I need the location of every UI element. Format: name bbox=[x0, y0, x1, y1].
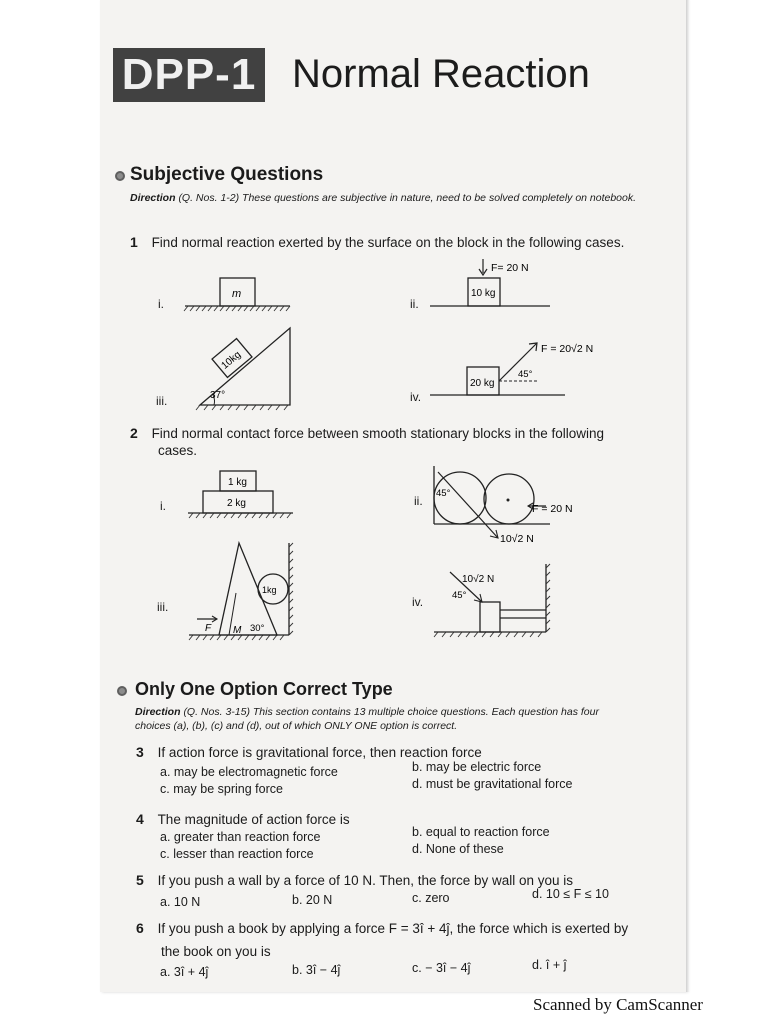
question-4 bbox=[136, 811, 350, 827]
fig-q2iii bbox=[185, 535, 305, 645]
angle-label: 37° bbox=[210, 390, 226, 401]
question-number: 3 bbox=[136, 744, 144, 760]
force-label: F = 20√2 N bbox=[541, 343, 594, 355]
option-a: a. 3î + 4ĵ bbox=[160, 965, 209, 979]
force-label: F bbox=[205, 623, 212, 634]
hatch bbox=[189, 513, 291, 518]
fig-q1iv bbox=[425, 335, 615, 405]
section2-direction bbox=[135, 705, 599, 719]
block bbox=[480, 602, 500, 632]
inclined-block bbox=[212, 339, 252, 378]
hatch bbox=[196, 405, 288, 410]
part-label: i. bbox=[160, 499, 166, 513]
part-label: ii. bbox=[410, 297, 419, 311]
angle-label: 45° bbox=[436, 488, 451, 499]
fig-q2ii bbox=[428, 462, 603, 547]
question-1 bbox=[130, 234, 624, 250]
direction-label: Direction bbox=[130, 192, 176, 204]
option-b: b. 20 N bbox=[292, 893, 333, 907]
option-a: a. greater than reaction force bbox=[160, 830, 321, 844]
part-label: i. bbox=[158, 297, 164, 311]
question-text: The magnitude of action force is bbox=[157, 812, 350, 827]
camscanner-watermark: Scanned by CamScanner bbox=[533, 995, 703, 1014]
section-bullet-icon bbox=[117, 686, 127, 696]
part-label: iii. bbox=[157, 600, 169, 614]
option-c: c. zero bbox=[412, 891, 450, 905]
question-text: If you push a wall by a force of 10 N. Then, the force by wall on you is bbox=[157, 873, 574, 888]
question-2-line2: cases. bbox=[158, 443, 198, 458]
option-a: a. may be electromagnetic force bbox=[160, 765, 338, 779]
force-label: 10√2 N bbox=[462, 574, 495, 585]
mass-label: 10kg bbox=[219, 349, 244, 372]
top-block-label: 1 kg bbox=[228, 477, 247, 488]
fig-q1iii bbox=[180, 320, 310, 415]
part-label: ii. bbox=[414, 494, 423, 508]
section-heading-subjective: Subjective Questions bbox=[130, 164, 324, 185]
option-b: b. 3î − 4ĵ bbox=[292, 963, 341, 977]
hatch bbox=[434, 632, 542, 637]
center-dot bbox=[507, 499, 510, 502]
section-bullet-icon bbox=[115, 171, 125, 181]
question-3 bbox=[136, 744, 482, 760]
dpp-badge: DPP-1 bbox=[113, 48, 265, 102]
fig-q1ii bbox=[425, 256, 575, 316]
question-number: 4 bbox=[136, 811, 144, 827]
fig-q2iv bbox=[430, 560, 565, 640]
direction-text: (Q. Nos. 3-15) This section contains 13 multiple choice questions. Each question has four bbox=[183, 706, 599, 718]
option-b: b. equal to reaction force bbox=[412, 825, 550, 839]
angle-label: 45° bbox=[452, 590, 467, 601]
option-c: c. − 3î − 4ĵ bbox=[412, 961, 471, 975]
force-label: 10√2 N bbox=[500, 533, 534, 545]
force-label: F = 20 N bbox=[532, 503, 573, 515]
question-number: 5 bbox=[136, 872, 144, 888]
hatch bbox=[184, 306, 290, 311]
option-a: a. 10 N bbox=[160, 895, 201, 909]
page-title: Normal Reaction bbox=[292, 52, 590, 96]
question-6 bbox=[136, 920, 628, 936]
option-d: d. î + ĵ bbox=[532, 958, 567, 972]
question-text: Find normal contact force between smooth stationary blocks in the following bbox=[151, 426, 605, 441]
section2-direction-line2: choices (a), (b), (c) and (d), out of which ONLY ONE option is correct. bbox=[135, 720, 458, 732]
direction-label: Direction bbox=[135, 706, 181, 718]
option-d: d. must be gravitational force bbox=[412, 777, 573, 791]
mass-label: 10 kg bbox=[471, 288, 496, 299]
section1-direction bbox=[130, 191, 660, 205]
question-text: If you push a book by applying a force F = 3î + 4ĵ, the force which is exerted by bbox=[157, 921, 629, 936]
option-d: d. 10 ≤ F ≤ 10 bbox=[532, 887, 609, 901]
fig-q2i bbox=[185, 467, 305, 527]
fig-q1i bbox=[180, 270, 300, 320]
question-number: 2 bbox=[130, 425, 138, 441]
question-text: If action force is gravitational force, then reaction force bbox=[157, 745, 482, 760]
question-number: 6 bbox=[136, 920, 144, 936]
angle-label: 45° bbox=[518, 369, 533, 380]
option-c: c. may be spring force bbox=[160, 782, 283, 796]
mass-label: 20 kg bbox=[470, 378, 495, 389]
option-d: d. None of these bbox=[412, 842, 504, 856]
part-label: iii. bbox=[156, 394, 168, 408]
force-label: F= 20 N bbox=[491, 262, 529, 274]
angle-label: 30° bbox=[250, 623, 265, 634]
question-6-line2: the book on you is bbox=[161, 944, 271, 959]
question-text: Find normal reaction exerted by the surface on the block in the following cases. bbox=[151, 235, 625, 250]
part-label: iv. bbox=[412, 595, 424, 609]
ball-label: 1kg bbox=[262, 585, 277, 595]
section-heading-mcq: Only One Option Correct Type bbox=[135, 679, 393, 699]
direction-text: (Q. Nos. 1-2) These questions are subjective in nature, need to be solved completely on notebook. bbox=[178, 192, 637, 204]
question-5 bbox=[136, 872, 573, 888]
question-number: 1 bbox=[130, 234, 138, 250]
question-2 bbox=[130, 425, 604, 441]
option-b: b. may be electric force bbox=[412, 760, 542, 774]
part-label: iv. bbox=[410, 390, 422, 404]
option-c: c. lesser than reaction force bbox=[160, 847, 314, 861]
mass-label: M bbox=[233, 625, 242, 636]
mass-label: m bbox=[232, 288, 242, 300]
bottom-block-label: 2 kg bbox=[227, 498, 246, 509]
diagonal-force-line bbox=[438, 472, 498, 538]
